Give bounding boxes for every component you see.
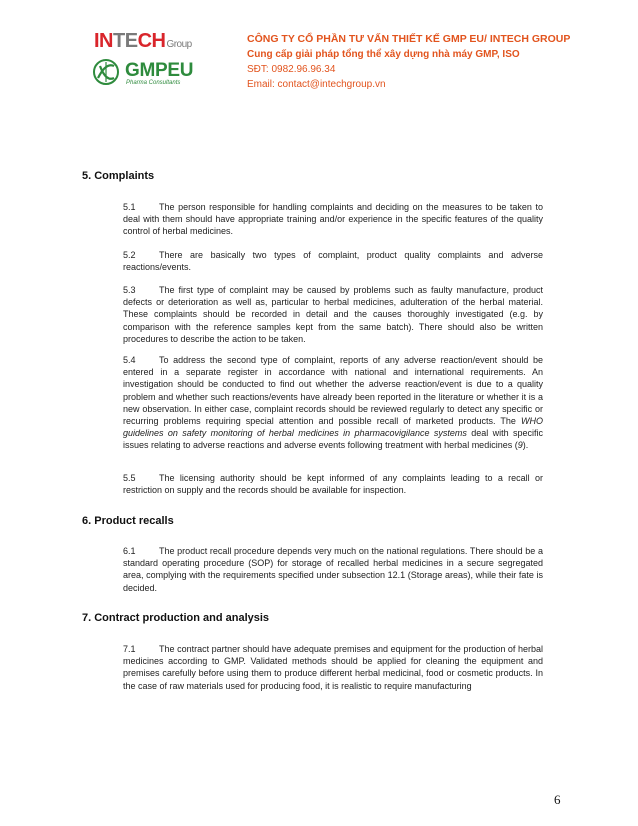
intech-logo [94, 30, 192, 53]
paragraph-text: The licensing authority should be kept informed of any complaints leading to a recall or restriction on supply and the records should be available for inspection. [123, 473, 543, 496]
gmpeu-emblem-icon [92, 58, 120, 86]
intech-logo-ch: CH [137, 30, 166, 52]
paragraph-text: The person responsible for handling complaints and deciding on the measures to be taken to deal with them should have appropriate training and/or experience in the specific features of the quality control of herbal medicines. [123, 202, 543, 237]
paragraph-text: To address the second type of complaint, reports of any adverse reaction/event should be entered in a separate register in accordance with national and international requirements. An investigation should be conducted to find out whether the adverse reaction/event is due to a quality problem and whether such reactions/events have already been reported in the literature or whether it is a new observation. In either case, complaint records should be reviewed regularly to detect any specific or recurring problems requiring special attention and possible recall of marketed products. The [123, 355, 543, 427]
paragraph-number: 6.1 [123, 546, 136, 556]
gmpeu-logo [92, 58, 222, 88]
paragraph-citation: WHO guidelines on safety monitoring of herbal medicines in pharmacovigilance systems [123, 416, 543, 439]
company-email: Email: contact@intechgroup.vn [247, 79, 386, 90]
paragraph [123, 201, 543, 238]
paragraph [123, 545, 543, 594]
paragraph-number: 5.5 [123, 473, 136, 483]
intech-logo-te: TE [113, 30, 138, 52]
company-phone: SĐT: 0982.96.96.34 [247, 64, 336, 75]
intech-logo-in: IN [94, 30, 113, 52]
paragraph [123, 249, 543, 273]
paragraph-number: 7.1 [123, 644, 136, 654]
paragraph [123, 354, 543, 452]
paragraph [123, 643, 543, 692]
paragraph-text: The first type of complaint may be caused by problems such as faulty manufacture, product defects or deterioration as well as, particular to herbal medicines, adulteration of the herbal material. These complaints should be recorded in detail and the causes thoroughly investigated (e.g. by comparison with the reference samples kept from the same batch). There should also be written procedures to describe the action to be taken. [123, 285, 543, 344]
paragraph-text: The product recall procedure depends very much on the national regulations. There should be a standard operating procedure (SOP) for storage of recalled herbal medicines in a secure segregated area, complying with the requirements specified under subsection 12.1 (Storage areas), while their fate is decided. [123, 546, 543, 593]
paragraph-text: deal with specific issues relating to adverse reactions and adverse events following treatment with herbal medicines ( [123, 428, 543, 451]
intech-logo-group: Group [166, 39, 192, 50]
paragraph-text: There are basically two types of complaint, product quality complaints and adverse reactions/events. [123, 250, 543, 273]
section-title: 6. Product recalls [82, 515, 174, 527]
company-name: CÔNG TY CỔ PHẦN TƯ VẤN THIẾT KẾ GMP EU/ INTECH GROUP [247, 33, 571, 45]
page-header [0, 0, 638, 100]
gmpeu-logo-name: GMPEU [125, 60, 194, 81]
paragraph-text: ). [522, 440, 529, 451]
paragraph [123, 472, 543, 496]
paragraph-text: The contract partner should have adequate premises and equipment for the production of herbal medicines according to GMP. Validated methods should be applied for cleaning the equipment and premises carefully before using them to produce different herbal medicinal, food or cosmetic products. In the case of raw materials used for producing food, it is realistic to require manufacturing [123, 644, 543, 691]
company-slogan: Cung cấp giải pháp tổng thể xây dựng nhà máy GMP, ISO [247, 49, 520, 60]
gmpeu-logo-tagline: Pharma Consultants [126, 80, 181, 86]
paragraph-number: 5.3 [123, 285, 136, 295]
paragraph-number: 5.2 [123, 250, 136, 260]
page-number: 6 [554, 792, 561, 807]
section-title: 7. Contract production and analysis [82, 612, 270, 624]
section-title: 5. Complaints [82, 170, 155, 182]
paragraph [123, 284, 543, 345]
company-info [247, 32, 570, 92]
paragraph-number: 5.1 [123, 202, 136, 212]
paragraph-reference: 9 [517, 440, 523, 451]
paragraph-number: 5.4 [123, 355, 136, 365]
